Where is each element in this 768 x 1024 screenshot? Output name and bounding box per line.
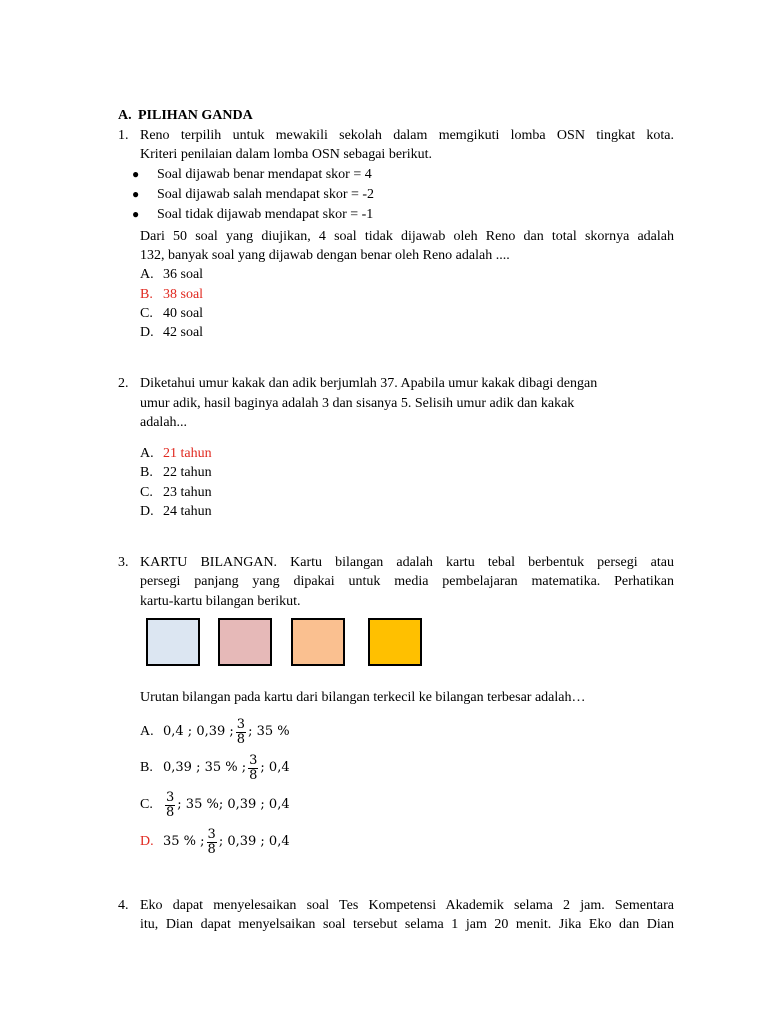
q1-text-line-3: Dari 50 soal yang diujikan, 4 soal tidak dijawab oleh Reno dan total skornya adalah (140, 229, 674, 244)
fraction: $\frac{3}{8}$ (166, 789, 175, 820)
q3-prompt: Urutan bilangan pada kartu dari bilangan terkecil ke bilangan terbesar adalah… (140, 690, 586, 705)
section-title: PILIHAN GANDA (138, 108, 253, 123)
q4-number: 4. (118, 898, 129, 913)
q3-text-line-2: persegi panjang yang dipakai untuk media pembelajaran matematika. Perhatikan (140, 574, 674, 589)
q4-text-line-1: Eko dapat menyelesaikan soal Tes Kompetensi Akademik selama 2 jam. Sementara (140, 898, 674, 913)
section-heading (118, 106, 253, 126)
q2-option-a: A. 21 tahun (140, 446, 212, 461)
q2-text-line-3: adalah... (140, 415, 188, 430)
section-letter: A. (118, 108, 132, 123)
q3-option-d: D. 35 % ; $\frac{3}{8}$ ; 0,39 ; 0,4 (140, 826, 290, 857)
bullet-icon: ● (132, 207, 140, 221)
number-card-2 (218, 618, 272, 666)
q2-option-b: B. 22 tahun (140, 465, 212, 480)
q3-option-b: B. 0,39 ; 35 % ; $\frac{3}{8}$ ; 0,4 (140, 752, 290, 783)
q2-text-line-1: Diketahui umur kakak dan adik berjumlah 37. Apabila umur kakak dibagi dengan (140, 376, 598, 391)
list-item: ● Soal tidak dijawab mendapat skor = -1 (132, 205, 374, 225)
q3-option-c: C. $\frac{3}{8}$ ; 35 %; 0,39 ; 0,4 (140, 789, 290, 820)
bullet-icon: ● (132, 187, 140, 201)
q3-option-a: A. 0,4 ; 0,39 ; $\frac{3}{8}$ ; 35 % (140, 716, 290, 747)
q1-number: 1. (118, 128, 129, 143)
list-item: ● Soal dijawab benar mendapat skor = 4 (132, 165, 374, 185)
fraction: $\frac{3}{8}$ (207, 826, 216, 857)
q3-text-line-1: KARTU BILANGAN. Kartu bilangan adalah kartu tebal berbentuk persegi atau (140, 555, 674, 570)
q1-criteria-list (132, 165, 374, 225)
number-card-4 (368, 618, 422, 666)
q3-number: 3. (118, 555, 129, 570)
bullet-icon: ● (132, 167, 140, 181)
list-item: ● Soal dijawab salah mendapat skor = -2 (132, 185, 374, 205)
fraction: $\frac{3}{8}$ (236, 716, 246, 747)
number-card-1 (146, 618, 200, 666)
number-card-3 (291, 618, 345, 666)
q3-text-line-3: kartu-kartu bilangan berikut. (140, 594, 301, 609)
q1-option-b: B. 38 soal (140, 287, 204, 302)
q2-option-c: C. 23 tahun (140, 485, 212, 500)
fraction: $\frac{3}{8}$ (249, 752, 258, 783)
q1-text-line-4: 132, banyak soal yang dijawab dengan benar oleh Reno adalah .... (140, 248, 510, 263)
q1-option-d: D. 42 soal (140, 325, 204, 340)
q1-option-c: C. 40 soal (140, 306, 204, 321)
q2-option-d: D. 24 tahun (140, 504, 212, 519)
q1-text-line-2: Kriteri penilaian dalam lomba OSN sebagai berikut. (140, 147, 432, 162)
q1-option-a: A. 36 soal (140, 267, 204, 282)
q2-number: 2. (118, 376, 129, 391)
q2-text-line-2: umur adik, hasil baginya adalah 3 dan sisanya 5. Selisih umur adik dan kakak (140, 396, 575, 411)
q1-text-line-1: Reno terpilih untuk mewakili sekolah dalam memgikuti lomba OSN tingkat kota. (140, 128, 674, 143)
q4-text-line-2: itu, Dian dapat menyelsaikan soal tersebut selama 1 jam 20 menit. Jika Eko dan Dian (140, 917, 674, 932)
